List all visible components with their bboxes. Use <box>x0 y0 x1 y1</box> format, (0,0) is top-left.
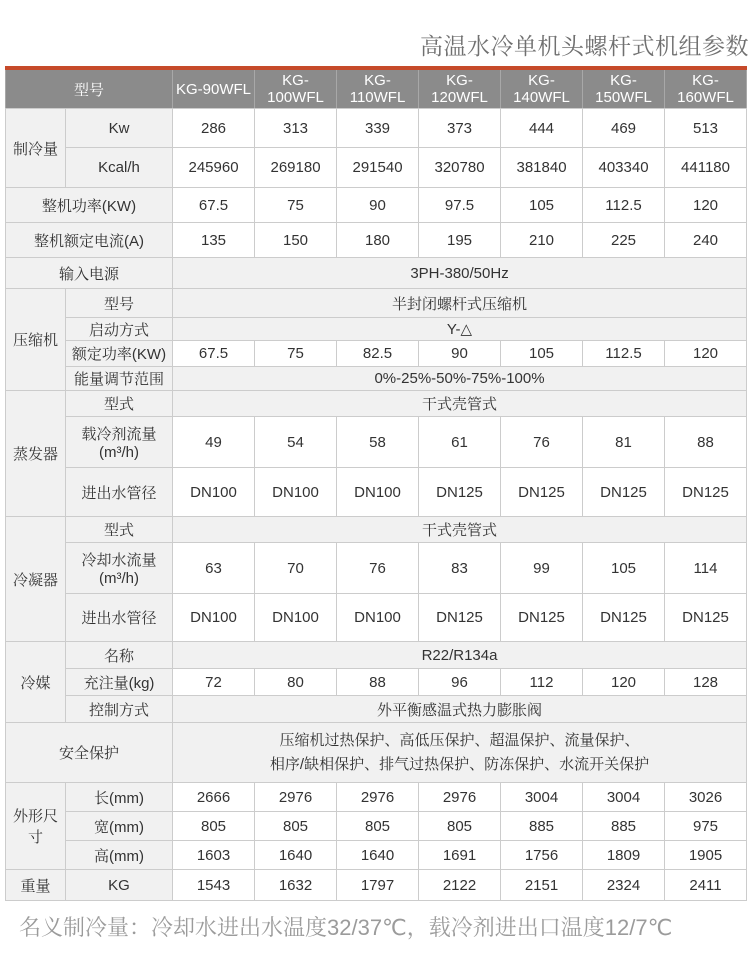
row-label: 宽(mm) <box>66 812 173 841</box>
row-group-label: 冷凝器 <box>6 517 66 642</box>
table-row <box>6 783 747 812</box>
value-cell: 2976 <box>337 783 419 812</box>
value-cell: 83 <box>419 543 501 594</box>
value-cell: 61 <box>419 417 501 468</box>
row-label: Kcal/h <box>66 148 173 188</box>
value-cell: 1691 <box>419 841 501 870</box>
value-cell: 805 <box>337 812 419 841</box>
value-cell: 112 <box>501 669 583 696</box>
table-row <box>6 341 747 367</box>
value-cell: 3026 <box>665 783 747 812</box>
table-row <box>6 517 747 543</box>
value-cell: 120 <box>665 188 747 223</box>
value-cell: 1603 <box>173 841 255 870</box>
value-cell: DN125 <box>501 594 583 642</box>
table-row <box>6 148 747 188</box>
value-cell: 313 <box>255 109 337 148</box>
span-value-cell: 3PH-380/50Hz <box>173 258 747 289</box>
value-cell: 90 <box>419 341 501 367</box>
value-cell: 1632 <box>255 870 337 901</box>
span-value-cell: 外平衡感温式热力膨胀阀 <box>173 696 747 723</box>
value-cell: 286 <box>173 109 255 148</box>
row-group-label: 冷媒 <box>6 642 66 723</box>
table-row <box>6 109 747 148</box>
table-row <box>6 367 747 391</box>
value-cell: 3004 <box>501 783 583 812</box>
table-row <box>6 289 747 318</box>
table-row <box>6 543 747 594</box>
value-cell: DN125 <box>665 594 747 642</box>
row-group-label: 外形尺寸 <box>6 783 66 870</box>
table-row <box>6 258 747 289</box>
value-cell: 81 <box>583 417 665 468</box>
table-row <box>6 391 747 417</box>
value-cell: DN100 <box>255 594 337 642</box>
footer-note: 名义制冷量：冷却水进出水温度32/37℃，载冷剂进出口温度12/7℃ <box>19 915 673 940</box>
span-value-cell: R22/R134a <box>173 642 747 669</box>
value-cell: 75 <box>255 341 337 367</box>
value-cell: 67.5 <box>173 188 255 223</box>
value-cell: 245960 <box>173 148 255 188</box>
value-cell: 112.5 <box>583 341 665 367</box>
row-label: KG <box>66 870 173 901</box>
value-cell: 373 <box>419 109 501 148</box>
value-cell: 1640 <box>337 841 419 870</box>
value-cell: 105 <box>501 341 583 367</box>
table-row <box>6 642 747 669</box>
value-cell: 76 <box>501 417 583 468</box>
span-value-cell <box>173 723 747 783</box>
row-group-label: 制冷量 <box>6 109 66 188</box>
value-cell: 97.5 <box>419 188 501 223</box>
model-column-header: KG-90WFL <box>173 68 255 109</box>
value-cell: 805 <box>173 812 255 841</box>
value-cell: 120 <box>665 341 747 367</box>
row-label: 型式 <box>66 391 173 417</box>
value-cell: 885 <box>501 812 583 841</box>
table-row <box>6 812 747 841</box>
row-label: 载冷剂流量(m³/h) <box>66 417 173 468</box>
row-label: 冷却水流量(m³/h) <box>66 543 173 594</box>
value-cell: 1809 <box>583 841 665 870</box>
value-cell: DN125 <box>665 468 747 517</box>
value-cell: 150 <box>255 223 337 258</box>
value-cell: 58 <box>337 417 419 468</box>
value-cell: 339 <box>337 109 419 148</box>
value-cell: 105 <box>583 543 665 594</box>
row-label: 型式 <box>66 517 173 543</box>
row-label: 充注量(kg) <box>66 669 173 696</box>
span-value-line: 相序/缺相保护、排气过热保护、防冻保护、水流开关保护 <box>269 755 650 773</box>
value-cell: 120 <box>583 669 665 696</box>
value-cell: 1797 <box>337 870 419 901</box>
model-column-header: KG-150WFL <box>583 68 665 109</box>
value-cell: DN100 <box>173 468 255 517</box>
table-row <box>6 696 747 723</box>
value-cell: 2976 <box>255 783 337 812</box>
model-column-header: KG-120WFL <box>419 68 501 109</box>
value-cell: 1756 <box>501 841 583 870</box>
value-cell: 54 <box>255 417 337 468</box>
value-cell: 441180 <box>665 148 747 188</box>
value-cell: 49 <box>173 417 255 468</box>
value-cell: 88 <box>665 417 747 468</box>
table-row <box>6 468 747 517</box>
row-label: 进出水管径 <box>66 594 173 642</box>
row-label: 控制方式 <box>66 696 173 723</box>
span-value-cell: 干式壳管式 <box>173 391 747 417</box>
row-label: 能量调节范围 <box>66 367 173 391</box>
value-cell: 1905 <box>665 841 747 870</box>
row-label: 额定功率(KW) <box>66 341 173 367</box>
value-cell: DN125 <box>583 468 665 517</box>
value-cell: 210 <box>501 223 583 258</box>
row-label: 输入电源 <box>6 258 173 289</box>
span-value-line: 压缩机过热保护、高低压保护、超温保护、流量保护、 <box>279 731 640 749</box>
row-label: 高(mm) <box>66 841 173 870</box>
value-cell: 135 <box>173 223 255 258</box>
value-cell: 469 <box>583 109 665 148</box>
table-row <box>6 594 747 642</box>
row-label: 长(mm) <box>66 783 173 812</box>
value-cell: 195 <box>419 223 501 258</box>
value-cell: 2324 <box>583 870 665 901</box>
value-cell: 99 <box>501 543 583 594</box>
value-cell: 320780 <box>419 148 501 188</box>
value-cell: 70 <box>255 543 337 594</box>
model-column-header: KG-140WFL <box>501 68 583 109</box>
value-cell: DN100 <box>337 594 419 642</box>
value-cell: 269180 <box>255 148 337 188</box>
value-cell: 2666 <box>173 783 255 812</box>
table-row <box>6 870 747 901</box>
table-row <box>6 841 747 870</box>
span-value-cell: Y-△ <box>173 318 747 341</box>
table-row <box>6 417 747 468</box>
row-group-label: 蒸发器 <box>6 391 66 517</box>
value-cell: 513 <box>665 109 747 148</box>
value-cell: 225 <box>583 223 665 258</box>
row-label: 进出水管径 <box>66 468 173 517</box>
model-header-label: 型号 <box>6 68 173 109</box>
value-cell: 75 <box>255 188 337 223</box>
row-group-label: 压缩机 <box>6 289 66 391</box>
model-column-header: KG-110WFL <box>337 68 419 109</box>
value-cell: DN100 <box>173 594 255 642</box>
value-cell: 2976 <box>419 783 501 812</box>
value-cell: 90 <box>337 188 419 223</box>
row-label: 名称 <box>66 642 173 669</box>
value-cell: DN100 <box>337 468 419 517</box>
value-cell: 112.5 <box>583 188 665 223</box>
table-row <box>6 188 747 223</box>
table-header <box>6 68 747 109</box>
table-row <box>6 318 747 341</box>
span-value-cell: 0%-25%-50%-75%-100% <box>173 367 747 391</box>
model-column-header: KG-160WFL <box>665 68 747 109</box>
span-value-cell: 半封闭螺杆式压缩机 <box>173 289 747 318</box>
value-cell: DN125 <box>501 468 583 517</box>
model-column-header: KG-100WFL <box>255 68 337 109</box>
value-cell: 805 <box>419 812 501 841</box>
table-row <box>6 669 747 696</box>
page-title: 高温水冷单机头螺杆式机组参数 <box>420 33 749 59</box>
value-cell: 1543 <box>173 870 255 901</box>
value-cell: 114 <box>665 543 747 594</box>
value-cell: 444 <box>501 109 583 148</box>
value-cell: 805 <box>255 812 337 841</box>
value-cell: 1640 <box>255 841 337 870</box>
value-cell: 67.5 <box>173 341 255 367</box>
row-group-label: 重量 <box>6 870 66 901</box>
value-cell: 291540 <box>337 148 419 188</box>
row-label: 安全保护 <box>6 723 173 783</box>
value-cell: 2411 <box>665 870 747 901</box>
value-cell: DN125 <box>419 468 501 517</box>
table-body <box>6 109 747 901</box>
value-cell: DN100 <box>255 468 337 517</box>
model-header-row <box>6 68 747 109</box>
value-cell: 76 <box>337 543 419 594</box>
spec-table <box>5 66 747 901</box>
row-label: 整机功率(KW) <box>6 188 173 223</box>
value-cell: 885 <box>583 812 665 841</box>
value-cell: 128 <box>665 669 747 696</box>
value-cell: 96 <box>419 669 501 696</box>
value-cell: 82.5 <box>337 341 419 367</box>
value-cell: DN125 <box>583 594 665 642</box>
value-cell: 3004 <box>583 783 665 812</box>
row-label: 型号 <box>66 289 173 318</box>
value-cell: 403340 <box>583 148 665 188</box>
row-label: 整机额定电流(A) <box>6 223 173 258</box>
table-row <box>6 223 747 258</box>
value-cell: 63 <box>173 543 255 594</box>
value-cell: 2122 <box>419 870 501 901</box>
value-cell: 105 <box>501 188 583 223</box>
value-cell: 180 <box>337 223 419 258</box>
value-cell: 72 <box>173 669 255 696</box>
row-label: 启动方式 <box>66 318 173 341</box>
value-cell: 88 <box>337 669 419 696</box>
table-row <box>6 723 747 783</box>
value-cell: 975 <box>665 812 747 841</box>
value-cell: 240 <box>665 223 747 258</box>
span-value-cell: 干式壳管式 <box>173 517 747 543</box>
row-label: Kw <box>66 109 173 148</box>
value-cell: 80 <box>255 669 337 696</box>
value-cell: 2151 <box>501 870 583 901</box>
value-cell: DN125 <box>419 594 501 642</box>
value-cell: 381840 <box>501 148 583 188</box>
